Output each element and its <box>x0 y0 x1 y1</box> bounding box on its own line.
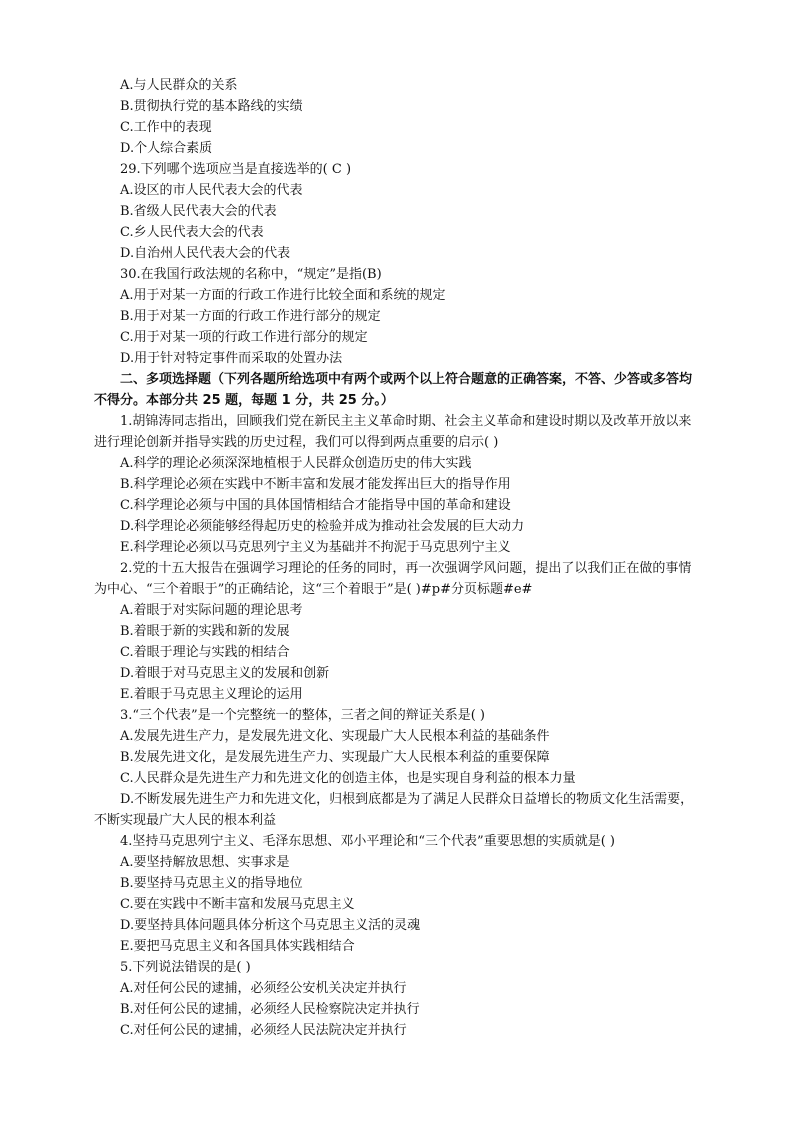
option-d: D.要坚持具体问题具体分析这个马克思主义活的灵魂 <box>120 918 421 933</box>
option-b: B.科学理论必须在实践中不断丰富和发展才能发挥出巨大的指导作用 <box>120 477 511 492</box>
option-b: B.对任何公民的逮捕，必须经人民检察院决定并执行 <box>120 1002 420 1017</box>
option-b: B.要坚持马克思主义的指导地位 <box>120 876 303 891</box>
option-c: C.对任何公民的逮捕，必须经人民法院决定并执行 <box>120 1023 407 1038</box>
option-a: A.要坚持解放思想、实事求是 <box>120 855 290 870</box>
question-stem: 1.胡锦涛同志指出，回顾我们党在新民主主义革命时期、社会主义革命和建设时期以及改革开放以来进行理论创新并指导实践的历史过程，我们可以得到两点重要的启示( ) <box>94 414 692 450</box>
option-c: C.科学理论必须与中国的具体国情相结合才能指导中国的革命和建设 <box>120 498 511 513</box>
question-stem: 29.下列哪个选项应当是直接选举的( C ) <box>120 162 352 177</box>
option-b: B.发展先进文化，是发展先进生产力、实现最广大人民根本利益的重要保障 <box>120 750 550 765</box>
option-e: E.着眼于马克思主义理论的运用 <box>120 687 303 702</box>
multi-question-4 <box>94 831 700 957</box>
option-a: A.着眼于对实际问题的理论思考 <box>120 603 303 618</box>
option-a: A.设区的市人民代表大会的代表 <box>120 183 303 198</box>
option-d: D.自治州人民代表大会的代表 <box>120 246 291 261</box>
question-stem: 2.党的十五大报告在强调学习理论的任务的同时，再一次强调学风问题，提出了以我们正在做的事情为中心、“三个着眼于”的正确结论，这“三个着眼于”是( )#p#分页标题#e# <box>94 561 692 597</box>
question-stem: 30.在我国行政法规的名称中，“规定”是指(B) <box>120 267 382 282</box>
option-d: D.个人综合素质 <box>120 141 213 156</box>
option-c: C.乡人民代表大会的代表 <box>120 225 264 240</box>
option-a: A.用于对某一方面的行政工作进行比较全面和系统的规定 <box>120 288 446 303</box>
option-a: A.对任何公民的逮捕，必须经公安机关决定并执行 <box>120 981 407 996</box>
option-a: A.与人民群众的关系 <box>120 78 238 93</box>
section-heading-multiple-choice: 二、多项选择题（下列各题所给选项中有两个或两个以上符合题意的正确答案，不答、少答或多答均不得分。本部分共 25 题，每题 1 分，共 25 分。） <box>94 372 693 408</box>
multi-question-3 <box>94 705 700 831</box>
multi-question-1 <box>94 411 700 558</box>
option-d: D.用于针对特定事件而采取的处置办法 <box>120 351 343 366</box>
option-d: D.科学理论必须能够经得起历史的检验并成为推动社会发展的巨大动力 <box>120 519 525 534</box>
option-c: C.着眼于理论与实践的相结合 <box>120 645 290 660</box>
option-b: B.贯彻执行党的基本路线的实绩 <box>120 99 303 114</box>
question-stem: 4.坚持马克思列宁主义、毛泽东思想、邓小平理论和“三个代表”重要思想的实质就是( ) <box>120 834 615 849</box>
question-28-options <box>94 75 700 159</box>
option-c: C.工作中的表现 <box>120 120 212 135</box>
option-b: B.着眼于新的实践和新的发展 <box>120 624 290 639</box>
question-stem: 3.“三个代表”是一个完整统一的整体，三者之间的辩证关系是( ) <box>120 708 485 723</box>
option-e: E.要把马克思主义和各国具体实践相结合 <box>120 939 355 954</box>
option-a: A.科学的理论必须深深地植根于人民群众创造历史的伟大实践 <box>120 456 472 471</box>
document-body <box>94 75 700 1041</box>
multi-question-2 <box>94 558 700 705</box>
question-30 <box>94 264 700 369</box>
option-c: C.人民群众是先进生产力和先进文化的创造主体，也是实现自身利益的根本力量 <box>120 771 576 786</box>
question-29 <box>94 159 700 264</box>
option-d: D.着眼于对马克思主义的发展和创新 <box>120 666 330 681</box>
option-c: C.用于对某一项的行政工作进行部分的规定 <box>120 330 368 345</box>
option-b: B.省级人民代表大会的代表 <box>120 204 277 219</box>
option-d: D.不断发展先进生产力和先进文化，归根到底都是为了满足人民群众日益增长的物质文化生活需要，不断实现最广大人民的根本利益 <box>94 792 694 828</box>
option-a: A.发展先进生产力，是发展先进文化、实现最广大人民根本利益的基础条件 <box>120 729 550 744</box>
multi-question-5 <box>94 957 700 1041</box>
option-b: B.用于对某一方面的行政工作进行部分的规定 <box>120 309 381 324</box>
option-e: E.科学理论必须以马克思列宁主义为基础并不拘泥于马克思列宁主义 <box>120 540 511 555</box>
question-stem: 5.下列说法错误的是( ) <box>120 960 251 975</box>
option-c: C.要在实践中不断丰富和发展马克思主义 <box>120 897 355 912</box>
